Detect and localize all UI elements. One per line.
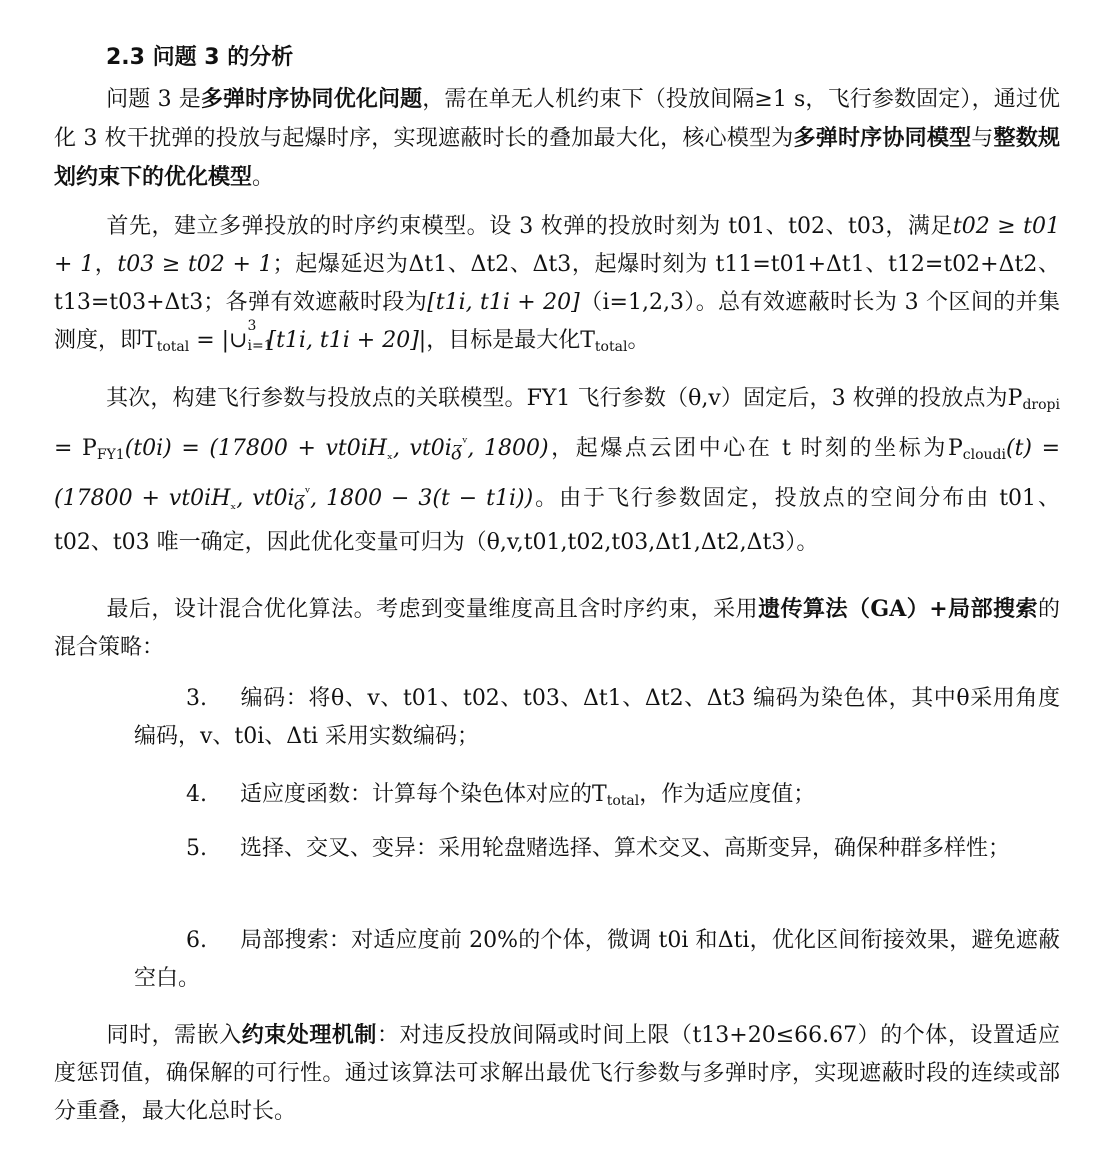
text-run: 其次，构建飞行参数与投放点的关联模型。FY1 飞行参数（θ,v）固定后，3 枚弹的投放点为 <box>106 386 1008 411</box>
text-run: 首先，建立多弹投放的时序约束模型。设 3 枚弹的投放时刻为 t01、t02、t03，满足 <box>106 214 953 239</box>
bold-term: 约束处理机制 <box>241 1022 377 1048</box>
list-text: 局部搜索：对适应度前 20%的个体，微调 t0i 和Δti，优化区间衔接效果，避免遮蔽空白。 <box>134 928 1060 991</box>
formula-union: = |∪ <box>189 328 248 353</box>
formula-total-symbol: $T_{total}$ <box>142 328 190 355</box>
text-run: 的混合策略： <box>54 597 1060 660</box>
list-text: 选择、交叉、变异：采用轮盘赌选择、算术交叉、高斯变异，确保种群多样性； <box>240 836 1011 861</box>
list-item-fitness <box>134 776 1060 820</box>
text-run: ：对违反投放间隔或时间上限（t13+20≤66.67）的个体，设置适应度惩罚值，确保解的可行性。通过该算法可求解出最优飞行参数与多弹时序，实现遮蔽时段的连续或部分重叠，最大化总时长。 <box>54 1023 1060 1124</box>
formula-cloud-center: $P_{cloudi}(t) = (17800 + vt0iH_{_x}$, vt0iᵹ$^ᵛ$, 1800 − 3(t − t1i)) <box>54 436 1061 513</box>
text-run: ，目标是最大化 <box>426 328 581 353</box>
bold-term: 多弹时序协同模型 <box>793 125 972 151</box>
formula-total-symbol: $T_{total}$ <box>580 328 628 355</box>
text-run: ，起爆点云团中心在 t 时刻的坐标为 <box>548 436 948 461</box>
text-run: 。由于飞行参数固定，投放点的空间分布由 t01、t02、t03 唯一确定，因此优化变量可归为（θ,v,t01,t02,t03,Δt1,Δt2,Δt3）。 <box>54 486 1060 555</box>
text-run: ；起爆延迟为Δt1、Δt2、Δt3，起爆时刻为 t11=t01+Δt1、t12=t02+Δt2、t13=t03+Δt3；各弹有效遮蔽时段为 <box>54 252 1060 315</box>
paragraph-constraint-handling <box>54 1016 1060 1131</box>
paragraph-flight-params <box>54 380 1060 562</box>
paragraph-problem-intro <box>54 80 1060 197</box>
paragraph-timing-constraint <box>54 208 1060 366</box>
formula-drop-point: $P_{dropi} = P_{FY1}(t0i) = (17800 + vt0iH_{_x}$, vt0iᵹ$^ᵛ$, 1800) <box>54 386 1060 463</box>
formula-constraint-1: t02 ≥ t01 + 1 <box>54 214 1061 277</box>
text-run: 。 <box>252 165 275 190</box>
bold-term: 整数规划约束下的优化模型 <box>54 125 1060 190</box>
list-text: 适应度函数：计算每个染色体对应的 <box>240 782 593 807</box>
list-number: 3. <box>186 686 207 711</box>
text-run: ，需在单无人机约束下（投放间隔≥1 s，飞行参数固定），通过优化 3 枚干扰弹的投放与起爆时序，实现遮蔽时长的叠加最大化，核心模型为 <box>54 87 1060 151</box>
text-run: 最后，设计混合优化算法。考虑到变量维度高且含时序约束，采用 <box>106 597 759 622</box>
formula-interval: [t1i, t1i + 20] <box>427 290 580 315</box>
text-run: 问题 3 是 <box>106 87 201 112</box>
list-item-local-search <box>134 922 1060 998</box>
list-text: 编码：将θ、v、t01、t02、t03、Δt1、Δt2、Δt3 编码为染色体，其中θ采用角度编码，v、t0i、Δti 采用实数编码； <box>134 686 1060 749</box>
text-run: （i=1,2,3）。总有效遮蔽时长为 3 个区间的并集测度，即 <box>54 290 1060 353</box>
text-run: 。 <box>627 328 650 353</box>
list-text: ，作为适应度值； <box>639 782 816 807</box>
list-item-selection <box>134 830 1060 868</box>
text-run: 同时，需嵌入 <box>106 1023 242 1048</box>
bold-term: 多弹时序协同优化问题 <box>200 86 423 112</box>
bold-term: 遗传算法（GA）+局部搜索 <box>758 596 1038 622</box>
section-heading: 2.3 问题 3 的分析 <box>106 45 294 70</box>
formula-constraint-2: t03 ≥ t02 + 1 <box>117 252 273 277</box>
list-number: 4. <box>186 782 207 807</box>
formula-union-interval: [t1i, t1i + 20]| <box>267 328 427 353</box>
paragraph-algorithm <box>54 590 1060 667</box>
union-limits: 3 i=1 <box>247 318 273 354</box>
text-run: ， <box>94 252 118 277</box>
list-number: 5. <box>186 836 207 861</box>
list-item-encoding <box>134 680 1060 756</box>
formula-total-symbol: $T_{total}$ <box>592 782 640 809</box>
text-run: 与 <box>971 126 994 151</box>
list-number: 6. <box>186 928 207 953</box>
